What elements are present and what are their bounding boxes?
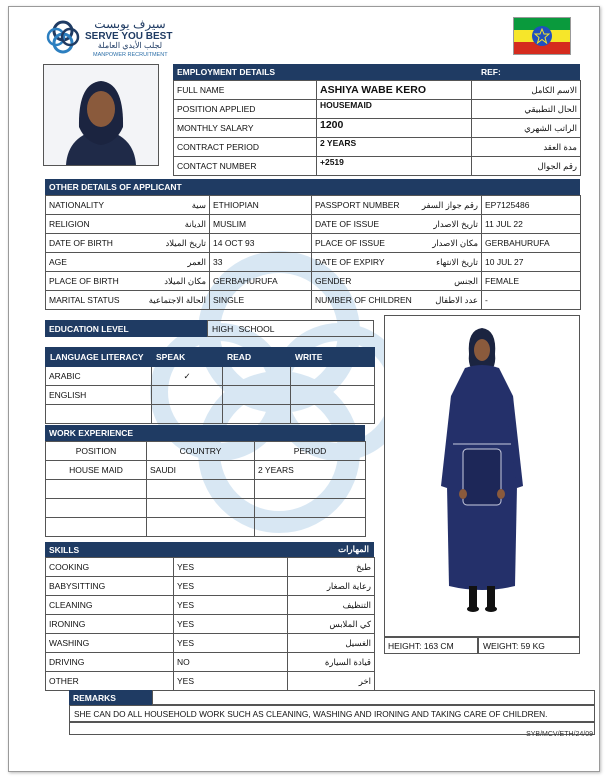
position-column-header: POSITION: [46, 442, 147, 461]
date-of-birth-arabic-label: تاريخ الميلاد: [165, 237, 206, 248]
weight-value: WEIGHT: 59 KG: [478, 637, 580, 654]
date-of-birth-value: 14 OCT 93: [210, 234, 312, 253]
contact-number-arabic-label: رقم الجوال: [472, 157, 581, 176]
contract-period-label: CONTRACT PERIOD: [174, 138, 317, 157]
table-row: [46, 272, 581, 291]
age-label: AGE: [49, 257, 67, 267]
skill-value: YES: [174, 634, 288, 653]
date-of-issue-label: DATE OF ISSUE: [315, 219, 380, 229]
table-row: [46, 596, 375, 615]
table-row: [174, 157, 581, 176]
write-header: WRITE: [291, 348, 375, 367]
skill-name: DRIVING: [46, 653, 174, 672]
other-details-header: OTHER DETAILS OF APPLICANT: [45, 179, 311, 195]
date-of-issue-value: 11 JUL 22: [482, 215, 581, 234]
education-level-header: EDUCATION LEVEL: [45, 320, 207, 337]
full-name-label: FULL NAME: [174, 81, 317, 100]
skill-arabic-name: الغسيل: [288, 634, 375, 653]
table-row: [46, 577, 375, 596]
skill-name: OTHER: [46, 672, 174, 691]
nationality-arabic-label: سية: [191, 199, 206, 210]
date-of-expiry-value: 10 JUL 27: [482, 253, 581, 272]
date-of-birth-label: DATE OF BIRTH: [49, 238, 113, 248]
religion-value: MUSLIM: [210, 215, 312, 234]
skill-arabic-name: قيادة السيارة: [288, 653, 375, 672]
place-of-issue-value: GERBAHURUFA: [482, 234, 581, 253]
number-of-children-label: NUMBER OF CHILDREN: [315, 295, 412, 305]
reference-code: SYB/MCV/ETH/24/09: [526, 731, 593, 738]
skills-header: SKILLS: [45, 542, 226, 557]
education-level-value: HIGH SCHOOL: [207, 320, 374, 337]
employment-details-table: [173, 80, 581, 176]
country-flag-icon: [513, 17, 571, 55]
table-row: [174, 81, 581, 100]
skill-arabic-name: طبخ: [288, 558, 375, 577]
place-of-issue-label: PLACE OF ISSUE: [315, 238, 385, 248]
language-name: ENGLISH: [46, 386, 152, 405]
monthly-salary-value: 1200: [317, 119, 472, 138]
skill-value: YES: [174, 558, 288, 577]
table-row: [46, 499, 366, 518]
table-row: [46, 518, 366, 537]
nationality-label: NATIONALITY: [49, 200, 105, 210]
skill-name: CLEANING: [46, 596, 174, 615]
table-row: [46, 405, 375, 424]
table-row: [46, 634, 375, 653]
place-of-birth-value: GERBAHURUFA: [210, 272, 312, 291]
checkmark-icon: ✓: [152, 367, 223, 386]
skill-name: WASHING: [46, 634, 174, 653]
gender-value: FEMALE: [482, 272, 581, 291]
work-experience-table: [45, 441, 366, 537]
age-arabic-label: العمر: [187, 256, 206, 267]
position-applied-arabic-label: الحال التطبيقي: [472, 100, 581, 119]
height-value: HEIGHT: 163 CM: [384, 637, 478, 654]
logo-english-name: SERVE YOU BEST: [85, 31, 173, 42]
position-applied-label: POSITION APPLIED: [174, 100, 317, 119]
religion-arabic-label: الديانة: [184, 218, 206, 229]
marital-status-arabic-label: الحالة الاجتماعية: [148, 294, 206, 305]
table-row: [46, 196, 581, 215]
skill-arabic-name: رعاية الصغار: [288, 577, 375, 596]
gender-arabic-label: الجنس: [454, 275, 478, 286]
skill-arabic-name: كي الملابس: [288, 615, 375, 634]
language-literacy-header: LANGUAGE LITERACY: [46, 348, 152, 367]
skills-arabic-header: المهارات: [226, 542, 374, 557]
contact-number-value: +2519: [317, 157, 472, 176]
other-details-header-right: [311, 179, 580, 195]
table-row: [46, 558, 375, 577]
logo-arabic-tagline: لجلب الأيدي العاملة: [97, 41, 163, 50]
place-of-issue-arabic-label: مكان الاصدار: [432, 237, 478, 248]
contract-period-value: 2 YEARS: [317, 138, 472, 157]
nationality-value: ETHIOPIAN: [210, 196, 312, 215]
cv-page: [8, 6, 600, 772]
monthly-salary-arabic-label: الراتب الشهري: [472, 119, 581, 138]
work-country: SAUDI: [147, 461, 255, 480]
employment-details-header: EMPLOYMENT DETAILS: [173, 64, 477, 80]
monthly-salary-label: MONTHLY SALARY: [174, 119, 317, 138]
table-row: [46, 215, 581, 234]
number-of-children-arabic-label: عدد الاطفال: [435, 294, 478, 305]
full-name-arabic-label: الاسم الكامل: [472, 81, 581, 100]
logo-mark-icon: [45, 17, 81, 57]
contact-number-label: CONTACT NUMBER: [174, 157, 317, 176]
passport-number-label: PASSPORT NUMBER: [315, 200, 400, 210]
table-row: [46, 672, 375, 691]
other-details-table: [45, 195, 581, 310]
table-row: [46, 461, 366, 480]
place-of-birth-label: PLACE OF BIRTH: [49, 276, 119, 286]
remarks-text: SHE CAN DO ALL HOUSEHOLD WORK SUCH AS CLEANING, WASHING AND IRONING AND TAKING CARE OF CHILDREN.: [69, 705, 595, 722]
remarks-header-spacer: [152, 690, 595, 705]
table-row: [46, 234, 581, 253]
full-name-value: ASHIYA WABE KERO: [317, 81, 472, 100]
skill-arabic-name: اخر: [288, 672, 375, 691]
passport-number-arabic-label: رقم جواز السفر: [421, 199, 478, 210]
skill-name: IRONING: [46, 615, 174, 634]
skill-value: YES: [174, 615, 288, 634]
date-of-expiry-arabic-label: تاريخ الانتهاء: [436, 256, 478, 267]
skill-name: COOKING: [46, 558, 174, 577]
religion-label: RELIGION: [49, 219, 90, 229]
table-row: [46, 291, 581, 310]
table-row: [46, 386, 375, 405]
skill-value: YES: [174, 672, 288, 691]
contract-period-arabic-label: مدة العقد: [472, 138, 581, 157]
language-literacy-table: [45, 347, 375, 424]
number-of-children-value: -: [482, 291, 581, 310]
table-row: [174, 100, 581, 119]
period-column-header: PERIOD: [255, 442, 366, 461]
work-position: HOUSE MAID: [46, 461, 147, 480]
write-cell: [291, 367, 375, 386]
skill-value: NO: [174, 653, 288, 672]
speak-header: SPEAK: [152, 348, 223, 367]
table-row: [174, 138, 581, 157]
country-column-header: COUNTRY: [147, 442, 255, 461]
table-row: [46, 653, 375, 672]
work-experience-header: WORK EXPERIENCE: [45, 425, 365, 441]
table-row: [46, 348, 375, 367]
age-value: 33: [210, 253, 312, 272]
speak-cell: [152, 386, 223, 405]
skill-name: BABYSITTING: [46, 577, 174, 596]
read-cell: [223, 367, 291, 386]
write-cell: [291, 386, 375, 405]
gender-label: GENDER: [315, 276, 352, 286]
language-name: ARABIC: [46, 367, 152, 386]
table-row: [174, 119, 581, 138]
table-row: [46, 615, 375, 634]
table-row: [46, 253, 581, 272]
logo-arabic-name: سيرف يوبست: [94, 17, 166, 31]
ref-header: REF:: [477, 64, 580, 80]
read-cell: [223, 386, 291, 405]
skills-table: [45, 557, 375, 691]
skill-value: YES: [174, 577, 288, 596]
skill-arabic-name: التنظيف: [288, 596, 375, 615]
position-applied-value: HOUSEMAID: [317, 100, 472, 119]
portrait-photo: [43, 64, 159, 166]
place-of-birth-arabic-label: مكان الميلاد: [164, 275, 206, 286]
marital-status-label: MARITAL STATUS: [49, 295, 120, 305]
full-body-photo: [384, 315, 580, 637]
language-name: [46, 405, 152, 424]
work-period: 2 YEARS: [255, 461, 366, 480]
date-of-expiry-label: DATE OF EXPIRY: [315, 257, 385, 267]
table-row: [46, 442, 366, 461]
logo-tagline: MANPOWER RECRUITMENT: [93, 52, 168, 58]
skill-value: YES: [174, 596, 288, 615]
table-row: [46, 480, 366, 499]
table-row: [46, 367, 375, 386]
passport-number-value: EP7125486: [482, 196, 581, 215]
company-logo: [45, 15, 175, 61]
remarks-header: REMARKS: [69, 690, 152, 705]
read-header: READ: [223, 348, 291, 367]
date-of-issue-arabic-label: تاريخ الاصدار: [433, 218, 478, 229]
marital-status-value: SINGLE: [210, 291, 312, 310]
